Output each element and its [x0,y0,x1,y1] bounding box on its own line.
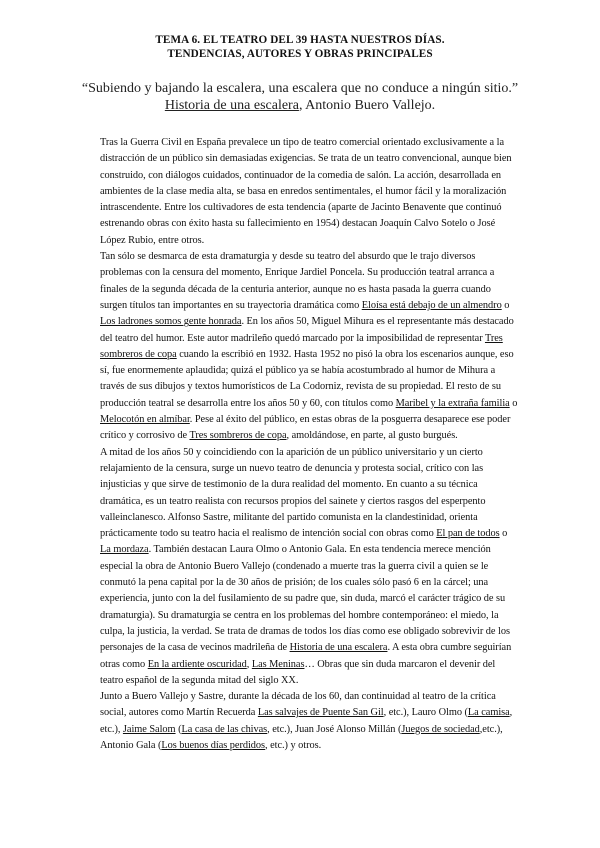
text-segment: , etc.), Juan José Alonso Millán ( [267,723,402,735]
text-line [100,396,546,412]
text-segment: . A esta obra cumbre seguirían [387,642,512,654]
work-title: En la ardiente oscuridad [147,658,247,670]
text-segment: social, autores como Martín Recuerda [100,707,258,719]
work-title: Tres [484,332,503,344]
work-title: Maribel y la extraña familia [395,397,510,409]
work-title: El pan de todos [436,528,500,540]
text-line: valleinclanesco. Alfonso Sastre, militante del partido comunista en la clandestinidad, orienta [100,511,478,523]
text-line: especial la obra de Antonio Buero Vallejo (condenado a muerte tras la guerra civil a quien se le [100,560,489,572]
text-line: construido, con diálogos cuidados, continuador de la comedia de salón. La acción, desarrollada en [100,169,502,181]
work-title: La camisa [467,707,510,719]
text-line [100,412,546,428]
title-line-2: TENDENCIAS, AUTORES Y OBRAS PRINCIPALES [167,48,433,60]
epigraph-work-title: Historia de una escalera [164,98,299,113]
text-segment: … Obras que sin duda marcaron el devenir del [304,658,496,670]
text-line: Tan sólo se desmarca de esta dramaturgia y desde su teatro del absurdo que le trajo diversos [100,251,476,263]
title-line-1: TEMA 6. EL TEATRO DEL 39 HASTA NUESTROS DÍAS. [155,34,445,46]
text-segment: o [499,528,508,540]
text-segment: . En los años 50, Miguel Mihura es el representante más destacado [241,316,514,328]
text-line [100,657,546,673]
work-title: sombreros de copa [100,348,177,360]
work-title: Juegos de sociedad [401,723,480,735]
text-line: través de sus dibujos y textos humorísticos de La Codorniz, revista de su propiedad. El resto de su [100,381,501,393]
text-line: Junto a Buero Vallejo y Sastre, durante la década de los 60, dan continuidad al teatro de la crítica [100,691,496,703]
text-line: sí, fue enormemente aplaudida; quizá el público ya se había acostumbrado al humor de Mihura a [100,365,496,377]
text-segment: . También destacan Laura Olmo o Antonio Gala. En esta tendencia merece mención [148,544,491,556]
text-segment: otras como [100,658,148,670]
text-segment: , etc.) y otros. [265,739,322,751]
text-segment: , amoldándose, en parte, al gusto burgués. [286,430,458,442]
body-text [100,135,546,754]
text-line: relajamiento de la censura, surge un nuevo teatro de denuncia y protesta social, crítico con las [100,462,484,474]
text-segment: , [509,707,513,719]
text-line: experiencia, junto con la del fusilamiento de su padre que, sin duda, marcó el carácter trágico de su [100,593,506,605]
text-segment: surgen títulos tan importantes en su trayectoria dramática como [100,299,362,311]
text-line: distracción de un público sin demasiadas exigencias. Se trata de un teatro convencional, aunque bien [100,153,512,165]
text-segment: o [501,299,510,311]
work-title: Las salvajes de Puente San Gil [257,707,384,719]
text-line [100,738,546,754]
text-segment: etc.), [100,723,123,735]
text-line [100,722,546,738]
epigraph [40,80,560,114]
text-segment: personajes de la casa de vecinos madrileña de [100,642,290,654]
text-segment: del teatro del humor. Este autor madrileño quedó marcado por la imposibilidad de representar [100,332,485,344]
text-line [100,705,546,721]
text-segment: , etc.), Lauro Olmo ( [383,707,468,719]
text-segment: . Pese al éxito del público, en estas obras de la posguerra desaparece ese poder [189,414,511,426]
text-segment: cuando la escribió en 1932. Hasta 1952 no pisó la obra los escenarios aunque, eso [176,348,514,360]
text-line [100,542,546,558]
work-title: Melocotón en almíbar [100,414,190,426]
epigraph-attribution: , Antonio Buero Vallejo. [298,98,436,113]
work-title: La casa de las chivas [181,723,268,735]
text-segment: prácticamente todo su teatro hacia el realismo de intención social con obras como [100,528,437,540]
work-title: La mordaza [100,544,149,556]
text-line [100,428,546,444]
work-title: Los buenos días perdidos [161,739,266,751]
text-segment: producción teatral se desarrolla entre los años 50 y 60, con títulos como [100,397,396,409]
text-line: estrenando obras con éxito hasta su fallecimiento en 1954) destacan Joaquín Calvo Sotelo o José [100,218,496,230]
text-line: ambientes de la clase media alta, se basa en enredos sentimentales, el humor fácil y la moralización [100,185,507,197]
work-title: Las Meninas [251,658,305,670]
text-line: dramática, es un teatro realista con recursos propios del sainete y ciertos rasgos del esperpento [100,495,486,507]
text-segment: o [509,397,518,409]
text-line: culpa, la justicia, la verdad. Se trata de dramas de todos los días como ese obligado sobrevivir de los [100,625,510,637]
text-line: conmutó la pena capital por la de 30 años de prisión; de los cuales sólo pasó 6 en la cárcel; una [100,577,489,589]
text-segment: crítico y corrosivo de [100,430,190,442]
work-title: Eloísa está debajo de un almendro [361,299,502,311]
text-line: dramaturgia). Su dramaturgia se centra en los problemas del hombre contemporáneo: el miedo, la [100,609,499,621]
text-line: teatro español de la segunda mitad del siglo XX. [100,674,299,686]
text-segment: ( [175,723,182,735]
text-line [100,331,546,347]
text-line: Tras la Guerra Civil en España prevalece un tipo de teatro comercial orientado exclusivamente a la [100,137,504,148]
work-title: Historia de una escalera [289,642,388,654]
work-title: Tres sombreros de copa [189,430,287,442]
text-line [100,314,546,330]
text-segment: Antonio Gala ( [100,739,162,751]
text-line: finales de la segunda década de la centuria anterior, aunque no es hasta pasada la guerra cuando [100,283,491,295]
text-line [100,347,546,363]
text-line: injusticias y que sirve de testimonio de la dura realidad del momento. En cuanto a su técnica [100,479,478,491]
work-title: Los ladrones somos gente honrada [100,316,242,328]
text-line: A mitad de los años 50 y coincidiendo con la aparición de un público universitario y un cierto [100,446,483,458]
text-line: intrascendente. Entre los cultivadores de esta tendencia (aparte de Jacinto Benavente que continuó [100,202,502,214]
text-line [100,526,546,542]
text-segment: ,etc.), [479,723,503,735]
text-line: problemas con la censura del momento, Enrique Jardiel Poncela. Su producción teatral arranca a [100,267,495,279]
text-line [100,298,546,314]
text-segment: , [246,658,252,670]
text-line [100,640,546,656]
epigraph-quote: “Subiendo y bajando la escalera, una escalera que no conduce a ningún sitio.” [81,81,519,96]
text-line: López Rubio, entre otros. [100,234,205,246]
author-name: Jaime Salom [122,723,176,735]
